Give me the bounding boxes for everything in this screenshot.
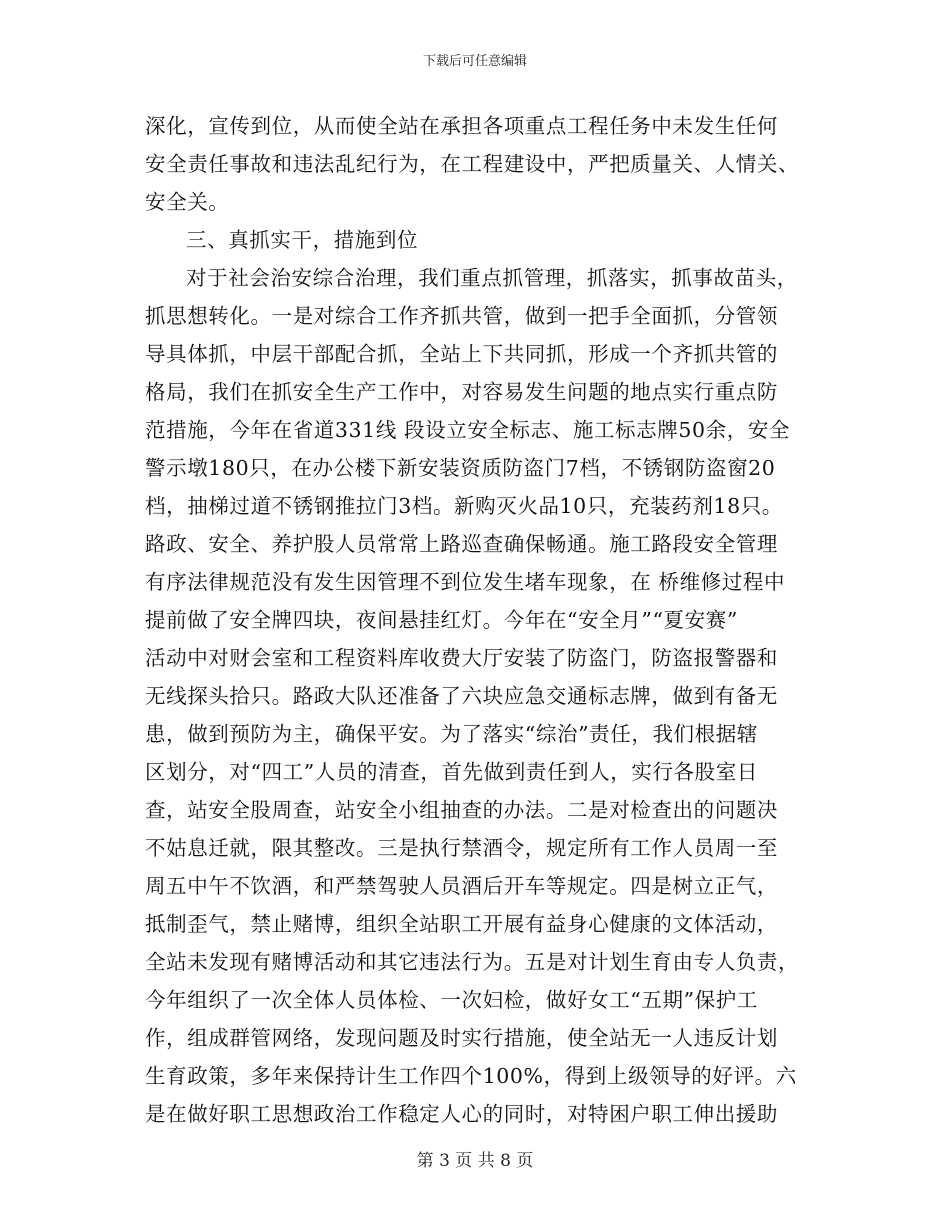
text-line: 活动中对财会室和工程资料库收费大厅安装了防盗门，防盗报警器和 [145, 646, 778, 670]
text-line: 区划分，对“四工”人员的清查，首先做到责任到人，实行各股室日 [145, 760, 758, 784]
text-line: 患，做到预防为主，确保平安。为了落实“综治”责任，我们根据辖 [145, 722, 758, 746]
text-line: 作，组成群管网络，发现问题及时实行措施，使全站无一人违反计划 [145, 1026, 778, 1050]
text-line: 抵制歪气，禁止赌博，组织全站职工开展有益身心健康的文体活动， [145, 912, 778, 936]
text-line: 档，抽梯过道不锈钢推拉门3档。新购灭火品10只，充装药剂18只。 [145, 494, 783, 518]
text-line: 格局，我们在抓安全生产工作中，对容易发生问题的地点实行重点防 [145, 380, 778, 404]
text-line: 提前做了安全牌四块，夜间悬挂红灯。今年在“安全月”“夏安赛” [145, 608, 738, 632]
text-line: 安全责任事故和违法乱纪行为，在工程建设中，严把质量关、人情关、 [145, 152, 800, 176]
text-line: 导具体抓，中层干部配合抓，全站上下共同抓，形成一个齐抓共管的 [145, 342, 778, 366]
text-line: 范措施，今年在省道331线 段设立安全标志、施工标志牌50余，安全 [145, 418, 791, 442]
text-line: 查，站安全股周查，站安全小组抽查的办法。二是对检查出的问题决 [145, 798, 778, 822]
text-line: 警示墩180只，在办公楼下新安装资质防盗门7档，不锈钢防盗窗20 [145, 456, 776, 480]
text-line: 今年组织了一次全体人员体检、一次妇检，做好女工“五期”保护工 [145, 988, 758, 1012]
text-line: 深化，宣传到位，从而使全站在承担各项重点工程任务中未发生任何 [145, 114, 778, 138]
body-text [145, 107, 810, 1133]
page-header: 下载后可任意编辑 [422, 54, 527, 69]
text-line: 不姑息迁就，限其整改。三是执行禁酒令，规定所有工作人员周一至 [145, 836, 778, 860]
text-line: 有序法律规范没有发生因管理不到位发生堵车现象，在 桥维修过程中 [145, 570, 786, 594]
text-line: 路政、安全、养护股人员常常上路巡查确保畅通。施工路段安全管理 [145, 532, 778, 556]
section-heading: 三、真抓实干，措施到位 [186, 228, 419, 252]
page-footer: 第 3 页 共 8 页 [416, 1151, 534, 1171]
text-line: 全站未发现有赌博活动和其它违法行为。五是对计划生育由专人负责， [145, 950, 800, 974]
text-line: 周五中午不饮酒，和严禁驾驶人员酒后开车等规定。四是树立正气， [145, 874, 778, 898]
text-line: 抓思想转化。一是对综合工作齐抓共管，做到一把手全面抓，分管领 [145, 304, 778, 328]
paragraph-first-line: 对于社会治安综合治理，我们重点抓管理，抓落实，抓事故苗头， [186, 266, 798, 290]
text-line: 安全关。 [145, 190, 230, 214]
text-line: 无线探头拾只。路政大队还准备了六块应急交通标志牌，做到有备无 [145, 684, 778, 708]
text-line: 生育政策，多年来保持计生工作四个100%，得到上级领导的好评。六 [145, 1064, 797, 1088]
text-line: 是在做好职工思想政治工作稳定人心的同时，对特困户职工伸出援助 [145, 1102, 778, 1126]
